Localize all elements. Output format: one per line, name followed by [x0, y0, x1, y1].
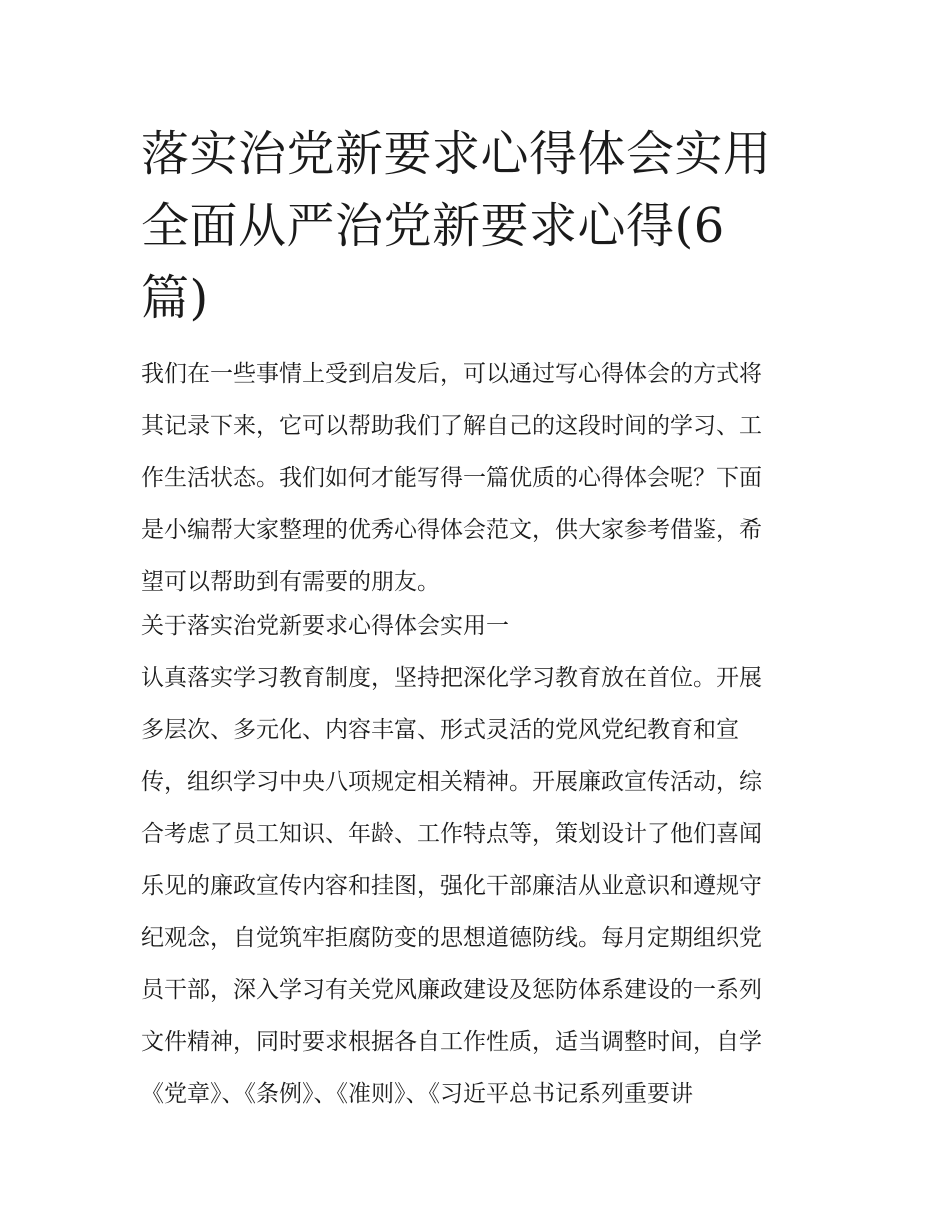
intro-paragraph [141, 348, 816, 608]
document-page [141, 118, 816, 1120]
paragraph-line: 我们在一些事情上受到启发后，可以通过写心得体会的方式将 [141, 361, 762, 387]
paragraph-line: 望可以帮助到有需要的朋友。 [141, 569, 440, 595]
section-heading-text: 关于落实治党新要求心得体会实用一 [141, 613, 509, 639]
body-paragraph [141, 652, 816, 1120]
paragraph-line: 纪观念，自觉筑牢拒腐防变的思想道德防线。每月定期组织党 [141, 925, 762, 951]
section-heading [141, 600, 816, 652]
paragraph-line: 《党章》、《条例》、《准则》、《习近平总书记系列重要讲 [141, 1081, 693, 1107]
document-title [141, 118, 816, 334]
paragraph-line: 合考虑了员工知识、年龄、工作特点等，策划设计了他们喜闻 [141, 821, 762, 847]
paragraph-line: 文件精神，同时要求根据各自工作性质，适当调整时间，自学 [141, 1029, 762, 1055]
title-line: 落实治党新要求心得体会实用 [141, 126, 772, 182]
paragraph-line: 作生活状态。我们如何才能写得一篇优质的心得体会呢？下面 [141, 465, 762, 491]
paragraph-line: 传，组织学习中央八项规定相关精神。开展廉政宣传活动，综 [141, 769, 762, 795]
paragraph-line: 多层次、多元化、内容丰富、形式灵活的党风党纪教育和宣 [141, 717, 739, 743]
title-line: 全面从严治党新要求心得(6 [141, 198, 725, 254]
paragraph-line: 员干部，深入学习有关党风廉政建设及惩防体系建设的一系列 [141, 977, 762, 1003]
title-line: 篇) [141, 270, 209, 326]
paragraph-line: 认真落实学习教育制度，坚持把深化学习教育放在首位。开展 [141, 665, 762, 691]
paragraph-line: 其记录下来，它可以帮助我们了解自己的这段时间的学习、工 [141, 413, 762, 439]
paragraph-line: 是小编帮大家整理的优秀心得体会范文，供大家参考借鉴，希 [141, 517, 762, 543]
paragraph-line: 乐见的廉政宣传内容和挂图，强化干部廉洁从业意识和遵规守 [141, 873, 762, 899]
